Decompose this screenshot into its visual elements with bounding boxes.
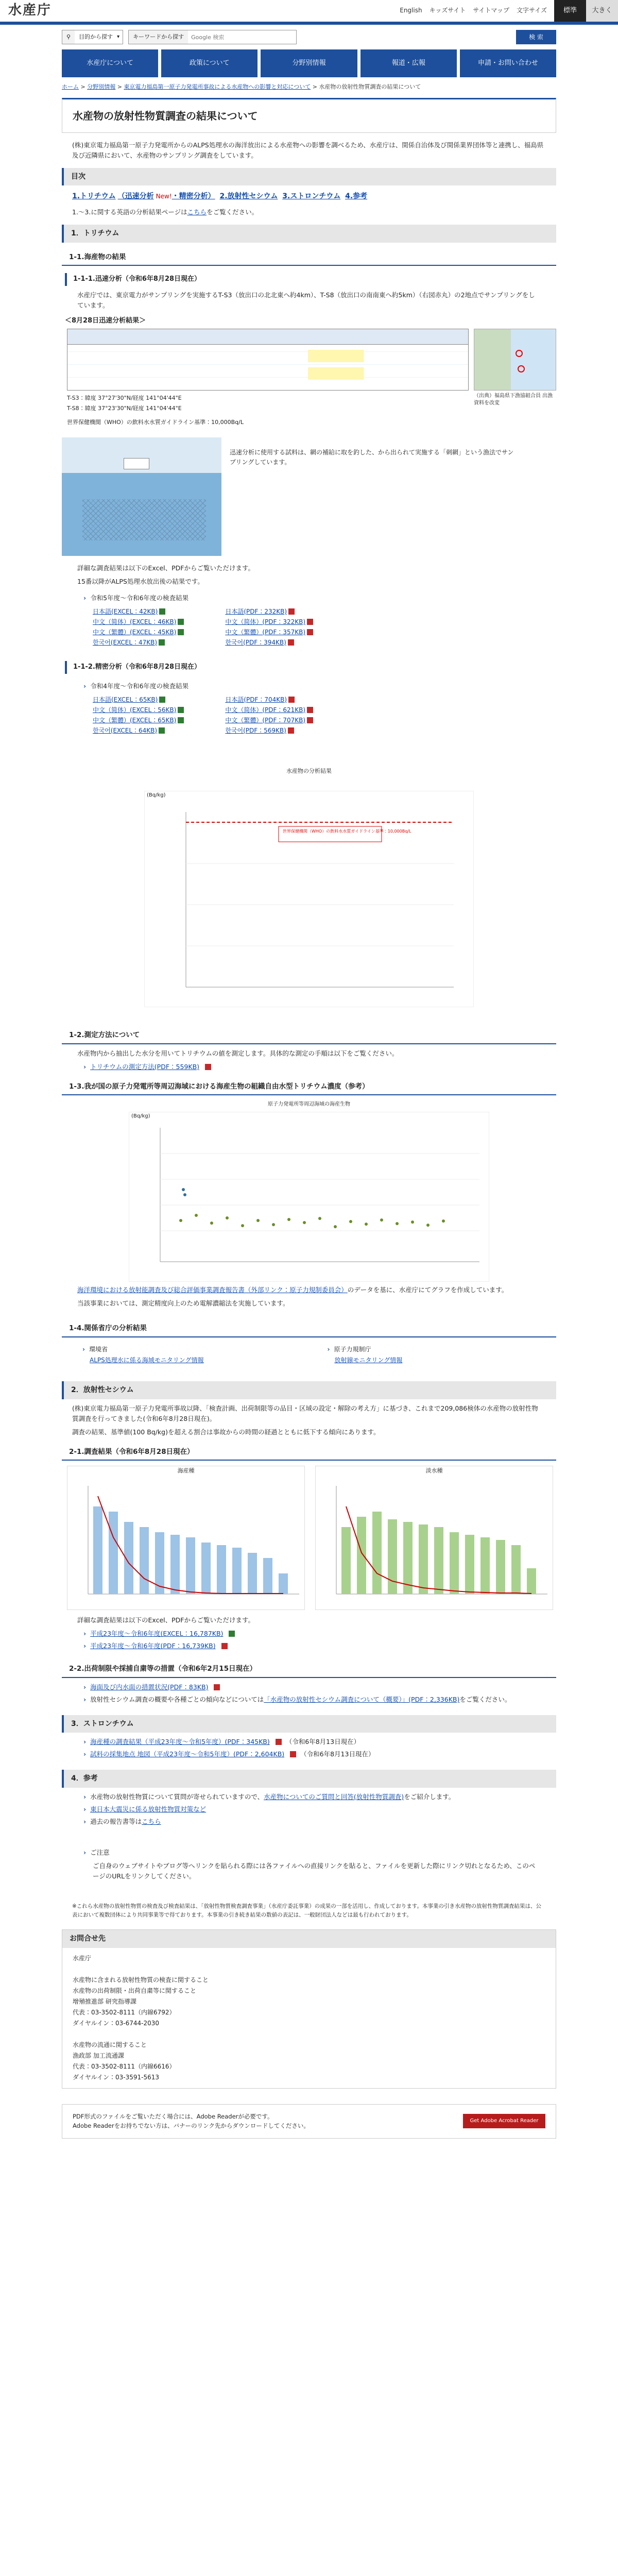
env-monitoring-link[interactable]: ALPS処理水に係る海域モニタリング情報 bbox=[90, 1357, 204, 1364]
contact-body bbox=[62, 1948, 556, 2088]
method-heading: 1-2.測定方法について bbox=[62, 1028, 556, 1044]
cesium-excel-link[interactable]: › 平成23年度～令和6年度(EXCEL：16,787KB) bbox=[90, 1630, 224, 1638]
marine-cesium-chart bbox=[67, 1466, 305, 1610]
map-image bbox=[474, 329, 556, 391]
excel-icon bbox=[178, 619, 184, 625]
crumb-current: 水産物の放射性物質調査の結果について bbox=[319, 83, 421, 90]
file2-zh-tw-excel[interactable]: 中文（繁體）(EXCEL：65KB) bbox=[93, 715, 184, 725]
nav-apply[interactable]: 申請・お問い合わせ bbox=[460, 49, 556, 77]
adobe-reader-banner[interactable]: Get Adobe Acrobat Reader bbox=[463, 2114, 545, 2128]
reference-chart-svg bbox=[129, 1112, 490, 1282]
search-row bbox=[0, 25, 618, 49]
toc-strontium[interactable]: 3.ストロンチウム bbox=[282, 192, 341, 200]
contact-box bbox=[62, 1929, 556, 2088]
tritium-chart bbox=[144, 791, 474, 1007]
reference-chart bbox=[129, 1112, 489, 1282]
file-ja-pdf[interactable]: 日本語(PDF：232KB) bbox=[225, 606, 313, 617]
sampling-points-text: 水産庁では、東京電力がサンプリングを実施するT-S3（放出口の北北東へ約4km）、T-S8（放出口の南南東へ約5km）（右図赤丸）の2地点でサンプリングをしています。 bbox=[77, 291, 535, 310]
main-content bbox=[62, 98, 556, 2139]
env-label: › 環境省 bbox=[82, 1345, 204, 1354]
reference-note: 当該事業においては、測定精度向上のため電解濃縮法を実施しています。 bbox=[77, 1299, 289, 1308]
font-size-label: 文字サイズ bbox=[516, 7, 547, 14]
location-ts3: T-S3：緯度 37°27'30"N/経度 141°04'44"E bbox=[67, 394, 182, 401]
toc-rapid[interactable]: （迅速分析 bbox=[117, 192, 154, 200]
toc-precise[interactable]: ・精密分析） bbox=[171, 192, 215, 200]
toc-cesium[interactable]: 2.放射性セシウム bbox=[219, 192, 278, 200]
contact-line: 水産物の出荷制限・出荷自粛等に関すること bbox=[73, 1987, 197, 1994]
nra-report-link[interactable]: 海洋環境における放射能調査及び総合評価事業調査報告書（外部リンク：原子力規制委員会） bbox=[77, 1286, 348, 1294]
pdf-note-text bbox=[73, 2112, 310, 2131]
toc-tritium[interactable]: 1.トリチウム bbox=[72, 192, 116, 200]
pdf-icon bbox=[205, 1064, 211, 1070]
pdf-icon bbox=[288, 608, 295, 615]
file-ko-excel[interactable]: 한국어(EXCEL：47KB) bbox=[93, 637, 184, 648]
pdf-note bbox=[62, 2104, 556, 2139]
crumb-home[interactable]: ホーム bbox=[62, 83, 79, 90]
freshwater-cesium-chart bbox=[315, 1466, 553, 1610]
site-logo[interactable]: 水産庁 bbox=[8, 3, 52, 19]
purpose-search[interactable] bbox=[62, 30, 123, 44]
precise-analysis-heading: 1-1-2.精密分析（令和6年8月28日現在） bbox=[65, 661, 553, 674]
excel-icon bbox=[178, 629, 184, 635]
freshwater-cesium-svg bbox=[316, 1476, 553, 1604]
marine-results-heading: 1-1.海産物の結果 bbox=[62, 250, 556, 266]
file-zh-tw-excel[interactable]: 中文（繁體）(EXCEL：45KB) bbox=[93, 627, 184, 637]
keyword-search-label: キーワードから探す bbox=[129, 30, 188, 44]
past-reports-text: › 過去の報告書等はこちら bbox=[90, 1817, 161, 1825]
reference-heading: 1-3.我が国の原子力発電所等周辺海域における海産生物の組織自由水型トリチウム濃度（参考） bbox=[62, 1079, 556, 1096]
freshwater-chart-title: 淡水種 bbox=[425, 1467, 443, 1475]
rapid-files bbox=[93, 606, 525, 648]
toc-reference[interactable]: 4.参考 bbox=[345, 192, 368, 200]
excel-icon bbox=[178, 707, 184, 713]
pdf-note-line-1: PDF形式のファイルをご覧いただく場合には、Adobe Readerが必要です。 bbox=[73, 2112, 273, 2120]
restriction-row bbox=[83, 1682, 535, 1692]
breadcrumb: ホーム > 分野別情報 > 東京電力福島第一原子力発電所事故による水産物への影響と対応について > 水産物の放射性物質調査の結果について bbox=[62, 83, 421, 90]
ministries-heading: 1-4.関係省庁の分析結果 bbox=[62, 1321, 556, 1337]
faq-row bbox=[83, 1792, 535, 1802]
nra-monitoring-link[interactable]: 放射線モニタリング情報 bbox=[334, 1357, 403, 1364]
cesium-results-heading: 2-1.調査結果（令和6年8月28日現在） bbox=[62, 1445, 556, 1461]
cesium-overview-row bbox=[83, 1694, 535, 1705]
footnote: ※これら水産物の放射性物質の検査及び検査結果は、「放射性物質検査調査事業」（水産庁委託事業）の成果の一部を活用し、作成しております。本事業の引き水産物の放射性物質調査結果は、公表において複数団体により共同事業等で得ております。本事業の引き続き結果の数値の表記は、一般財団法人などは最も行われております。 bbox=[72, 1903, 541, 1918]
file-zh-tw-pdf[interactable]: 中文（繁體）(PDF：357KB) bbox=[225, 627, 313, 637]
pdf-note-line-2: Adobe Readerをお持ちでない方は、バナーのリンク先からダウンロードしてください。 bbox=[73, 2122, 310, 2130]
english-link[interactable]: こちら bbox=[187, 208, 207, 216]
toc-note bbox=[72, 207, 541, 217]
contact-heading: お問合せ先 bbox=[62, 1930, 556, 1947]
method-pdf-link[interactable]: › トリチウムの測定方法(PDF：559KB) bbox=[90, 1062, 200, 1071]
cesium-pdf-row bbox=[83, 1641, 535, 1651]
excel-icon bbox=[159, 639, 165, 646]
precise-pdf-list bbox=[225, 694, 313, 736]
marine-cesium-svg bbox=[67, 1476, 304, 1604]
section-strontium-heading: 3．ストロンチウム bbox=[62, 1715, 556, 1733]
strontium-map-link[interactable]: › 試料の採集地点 地図（平成23年度～令和5年度）(PDF：2,604KB) bbox=[90, 1750, 285, 1758]
map-caption: （出典）福島県下漁協組合員 出漁資料を改変 bbox=[474, 393, 553, 406]
cesium-detail-text: 詳細な調査結果は以下のExcel、PDFからご覧いただけます。 bbox=[77, 1616, 254, 1624]
method-text: 水産物内から抽出した水分を用いてトリチウムの値を測定します。具体的な測定の手順は以下をご覧ください。 bbox=[77, 1049, 399, 1057]
global-nav bbox=[62, 49, 556, 77]
file2-ja-pdf[interactable]: 日本語(PDF：704KB) bbox=[225, 694, 313, 705]
restriction-heading: 2-2.出荷制限や採捕自粛等の措置（令和6年2月15日現在） bbox=[62, 1662, 556, 1678]
chart1-annotation: 世界保健機関（WHO）の飲料水水質ガイドライン基準：10,000Bq/L bbox=[283, 829, 411, 834]
toc bbox=[72, 191, 546, 202]
toc-note-text: 1.～3.に関する英語の分析結果ページは bbox=[72, 208, 187, 216]
contact-line: 漁政部 加工流通課 bbox=[73, 2052, 124, 2059]
table-title: ＜8月28日迅速分析結果＞ bbox=[65, 317, 146, 325]
keyword-search bbox=[128, 30, 297, 44]
env-block bbox=[82, 1345, 204, 1366]
file2-ko-excel[interactable]: 한국어(EXCEL：64KB) bbox=[93, 725, 184, 736]
rapid-result-table-wrap bbox=[62, 329, 469, 428]
chart2-title: 原子力発電所等周辺海域の海産生物 bbox=[268, 1101, 350, 1108]
reference-text-tail: のデータを基に、水産庁にてグラフを作成しています。 bbox=[347, 1286, 508, 1294]
strontium-row-2 bbox=[83, 1749, 535, 1759]
marine-chart-title: 海産種 bbox=[177, 1467, 195, 1475]
strontium-results-link[interactable]: › 海産種の調査結果（平成23年度～令和5年度）(PDF：345KB) bbox=[90, 1738, 270, 1746]
cesium-overview-link[interactable]: 「水産物の放射性セシウム調査について（概要）」(PDF：2,336KB) bbox=[264, 1696, 460, 1704]
search-icon: ⚲ bbox=[62, 30, 75, 44]
excel-icon bbox=[178, 717, 184, 723]
strontium-date-1: （令和6年8月13日現在） bbox=[285, 1738, 360, 1746]
pdf-icon bbox=[307, 707, 313, 713]
chart1-ylabel: (Bq/kg) bbox=[147, 792, 166, 799]
rapid-pdf-list bbox=[225, 606, 313, 648]
contact-org: 水産庁 bbox=[73, 1954, 92, 1962]
location-ts8: T-S8：緯度 37°23'30"N/経度 141°04'44"E bbox=[67, 404, 182, 412]
new-badge: New! bbox=[156, 192, 172, 200]
rapid-result-table-image bbox=[67, 329, 469, 391]
contact-line: 增殖推進部 研究指導課 bbox=[73, 1997, 136, 2005]
pdf-icon bbox=[288, 727, 294, 734]
r5-files-heading: › 令和5年度～令和6年度の検査結果 bbox=[83, 593, 535, 603]
contact-line: 水産物に含まれる放射性物質の検査に関すること bbox=[73, 1976, 209, 1984]
reference-text bbox=[77, 1285, 541, 1295]
toc-note-tail: をご覧ください。 bbox=[207, 208, 259, 216]
file-zh-cn-pdf[interactable]: 中文（简体）(PDF：322KB) bbox=[225, 617, 313, 627]
section-reference-heading: 4．参考 bbox=[62, 1770, 556, 1787]
link-kids[interactable]: キッズサイト bbox=[429, 7, 466, 14]
contact-line: 代表：03-3502-8111（内線6616） bbox=[73, 2062, 176, 2070]
excel-icon bbox=[229, 1631, 235, 1637]
pdf-icon bbox=[221, 1643, 228, 1649]
crumb-fukushima[interactable]: 東京電力福島第一原子力発電所事故による水産物への影響と対応について bbox=[124, 83, 311, 90]
pdf-icon bbox=[214, 1684, 220, 1690]
section-tritium-heading: 1．トリチウム bbox=[62, 225, 556, 242]
excel-icon bbox=[159, 608, 165, 615]
file-ja-excel[interactable]: 日本語(EXCEL：42KB) bbox=[93, 606, 184, 617]
precise-excel-list bbox=[93, 694, 184, 736]
pdf-icon bbox=[276, 1739, 282, 1745]
past-reports-row bbox=[83, 1817, 535, 1827]
top-links bbox=[400, 0, 618, 22]
file2-zh-cn-excel[interactable]: 中文（简体）(EXCEL：56KB) bbox=[93, 705, 184, 715]
font-size-large-button[interactable]: 大きく bbox=[586, 0, 618, 22]
pdf-icon bbox=[307, 717, 313, 723]
disaster-row bbox=[83, 1804, 535, 1815]
nav-policy[interactable]: 政策について bbox=[161, 49, 258, 77]
faq-text: › 水産物の放射性物質について質問が寄せられていますので、水産物についてのご質問と回答(放射性物質調査)をご紹介します。 bbox=[90, 1792, 455, 1801]
section-cesium-heading: 2．放射性セシウム bbox=[62, 1381, 556, 1399]
file-zh-cn-excel[interactable]: 中文（简体）(EXCEL：46KB) bbox=[93, 617, 184, 627]
pdf-icon bbox=[307, 619, 313, 625]
top-bar bbox=[0, 0, 618, 22]
method-link-row bbox=[83, 1062, 535, 1072]
file2-ja-excel[interactable]: 日本語(EXCEL：65KB) bbox=[93, 694, 184, 705]
font-size-standard-button[interactable]: 標準 bbox=[554, 0, 586, 22]
who-guideline: 世界保健機関（WHO）の飲料水水質ガイドライン基準：10,000Bq/L bbox=[67, 419, 244, 426]
file-ko-pdf[interactable]: 한국어(PDF：394KB) bbox=[225, 637, 313, 648]
toc-heading: 目次 bbox=[62, 168, 556, 185]
r6-files-heading: › 令和4年度～令和6年度の検査結果 bbox=[83, 681, 535, 691]
purpose-search-label: 目的から探す bbox=[79, 33, 113, 41]
nra-label: › 原子力規制庁 bbox=[328, 1345, 403, 1354]
pdf-icon bbox=[288, 639, 294, 646]
nav-about[interactable]: 水産庁について bbox=[62, 49, 158, 77]
excel-icon bbox=[159, 697, 165, 703]
excel-icon bbox=[159, 727, 165, 734]
contact-line: ダイヤルイン：03-3591-5613 bbox=[73, 2073, 160, 2081]
file2-ko-pdf[interactable]: 한국어(PDF：569KB) bbox=[225, 725, 313, 736]
nra-block bbox=[328, 1345, 403, 1366]
chevron-down-icon: ▾ bbox=[117, 34, 120, 40]
sampling-method-text: 迅速分析に使用する試料は、網の補給に取を釣した、から出られて実施する「刺網」という漁法でサンプリングしています。 bbox=[230, 448, 514, 466]
caution-label: › ご注意 bbox=[83, 1848, 535, 1858]
cesium-text-1: (株)東京電力福島第一原子力発電所事故以降、「検査計画、出荷制限等の品目・区域の設定・解除の考え方」に基づき、これまで209,086検体の水産物の放射性物質調査を行ってきました(令和6年8月28日現在)。 bbox=[72, 1404, 538, 1422]
nav-press[interactable]: 報道・広報 bbox=[360, 49, 457, 77]
contact-line: ダイヤルイン：03-6744-2030 bbox=[73, 2019, 160, 2027]
precise-files bbox=[93, 694, 525, 736]
detail-text-2: 15番以降がALPS処理水放出後の結果です。 bbox=[77, 577, 204, 585]
link-english[interactable]: English bbox=[400, 7, 422, 14]
search-button[interactable]: 検 索 bbox=[516, 30, 556, 44]
cesium-overview-text: › 放射性セシウム調査の概要や各種ごとの傾向などについては「水産物の放射性セシウム調査について（概要）」(PDF：2,336KB)をご覧ください。 bbox=[90, 1696, 511, 1704]
ministries-links bbox=[82, 1345, 536, 1366]
gillnet-illustration bbox=[62, 437, 221, 556]
pdf-icon bbox=[290, 1751, 296, 1757]
link-sitemap[interactable]: サイトマップ bbox=[473, 7, 509, 14]
caution-text: ご自身のウェブサイトやブログ等へリンクを貼られる際には各ファイルへの直接リンクを貼ると、ファイルを更新した際にリンク切れとなるため、このページのURLをリンクしてください。 bbox=[93, 1861, 536, 1880]
restriction-pdf-link[interactable]: › 海面及び内水面の措置状況(PDF：83KB) bbox=[90, 1683, 209, 1691]
intro-text: (株)東京電力福島第一原子力発電所からのALPS処理水の海洋放出による水産物への影響を調べるため、水産庁は、関係自治体及び関係業界団体等と連携し、福島県及び近隣県において、水産物のサンプリング調査をしています。 bbox=[72, 141, 544, 159]
pdf-icon bbox=[307, 629, 313, 635]
tritium-chart-svg bbox=[145, 791, 474, 1008]
crumb-fields[interactable]: 分野別情報 bbox=[87, 83, 116, 90]
past-reports-link[interactable]: こちら bbox=[142, 1817, 161, 1825]
file2-zh-cn-pdf[interactable]: 中文（简体）(PDF：621KB) bbox=[225, 705, 313, 715]
strontium-date-2: （令和6年8月13日現在） bbox=[300, 1750, 375, 1758]
sampling-map bbox=[474, 329, 556, 407]
chart1-title: 水産物の分析結果 bbox=[286, 767, 332, 774]
cesium-excel-row bbox=[83, 1629, 535, 1639]
contact-line: 代表：03-3502-8111（内線6792） bbox=[73, 2008, 176, 2016]
sampling-method-area bbox=[62, 437, 556, 556]
detail-text: 詳細な調査結果は以下のExcel、PDFからご覧いただけます。 bbox=[77, 564, 254, 572]
rapid-excel-list bbox=[93, 606, 184, 648]
file2-zh-tw-pdf[interactable]: 中文（繁體）(PDF：707KB) bbox=[225, 715, 313, 725]
strontium-row-1 bbox=[83, 1737, 535, 1747]
rapid-analysis-heading: 1-1-1.迅速分析（令和6年8月28日現在） bbox=[65, 273, 553, 286]
chart2-ylabel: (Bq/kg) bbox=[131, 1113, 150, 1120]
page-title: 水産物の放射性物質調査の結果について bbox=[62, 98, 556, 133]
search-input[interactable] bbox=[188, 30, 296, 44]
faq-link[interactable]: 水産物についてのご質問と回答(放射性物質調査) bbox=[264, 1792, 404, 1801]
rapid-result-area bbox=[62, 329, 556, 428]
cesium-pdf-link[interactable]: › 平成23年度～令和6年度(PDF：16,739KB) bbox=[90, 1642, 216, 1650]
nav-fields[interactable]: 分野別情報 bbox=[261, 49, 357, 77]
contact-line: 水産物の流通に関すること bbox=[73, 2041, 147, 2048]
cesium-charts bbox=[67, 1466, 551, 1610]
disaster-link[interactable]: › 東日本大震災に係る放射性物質対策など bbox=[90, 1805, 207, 1813]
pdf-icon bbox=[288, 697, 295, 703]
cesium-text-2: 調査の結果、基準値(100 Bq/kg)を超える割合は事故からの時間の経過とともに低下する傾向にあります。 bbox=[72, 1428, 380, 1436]
